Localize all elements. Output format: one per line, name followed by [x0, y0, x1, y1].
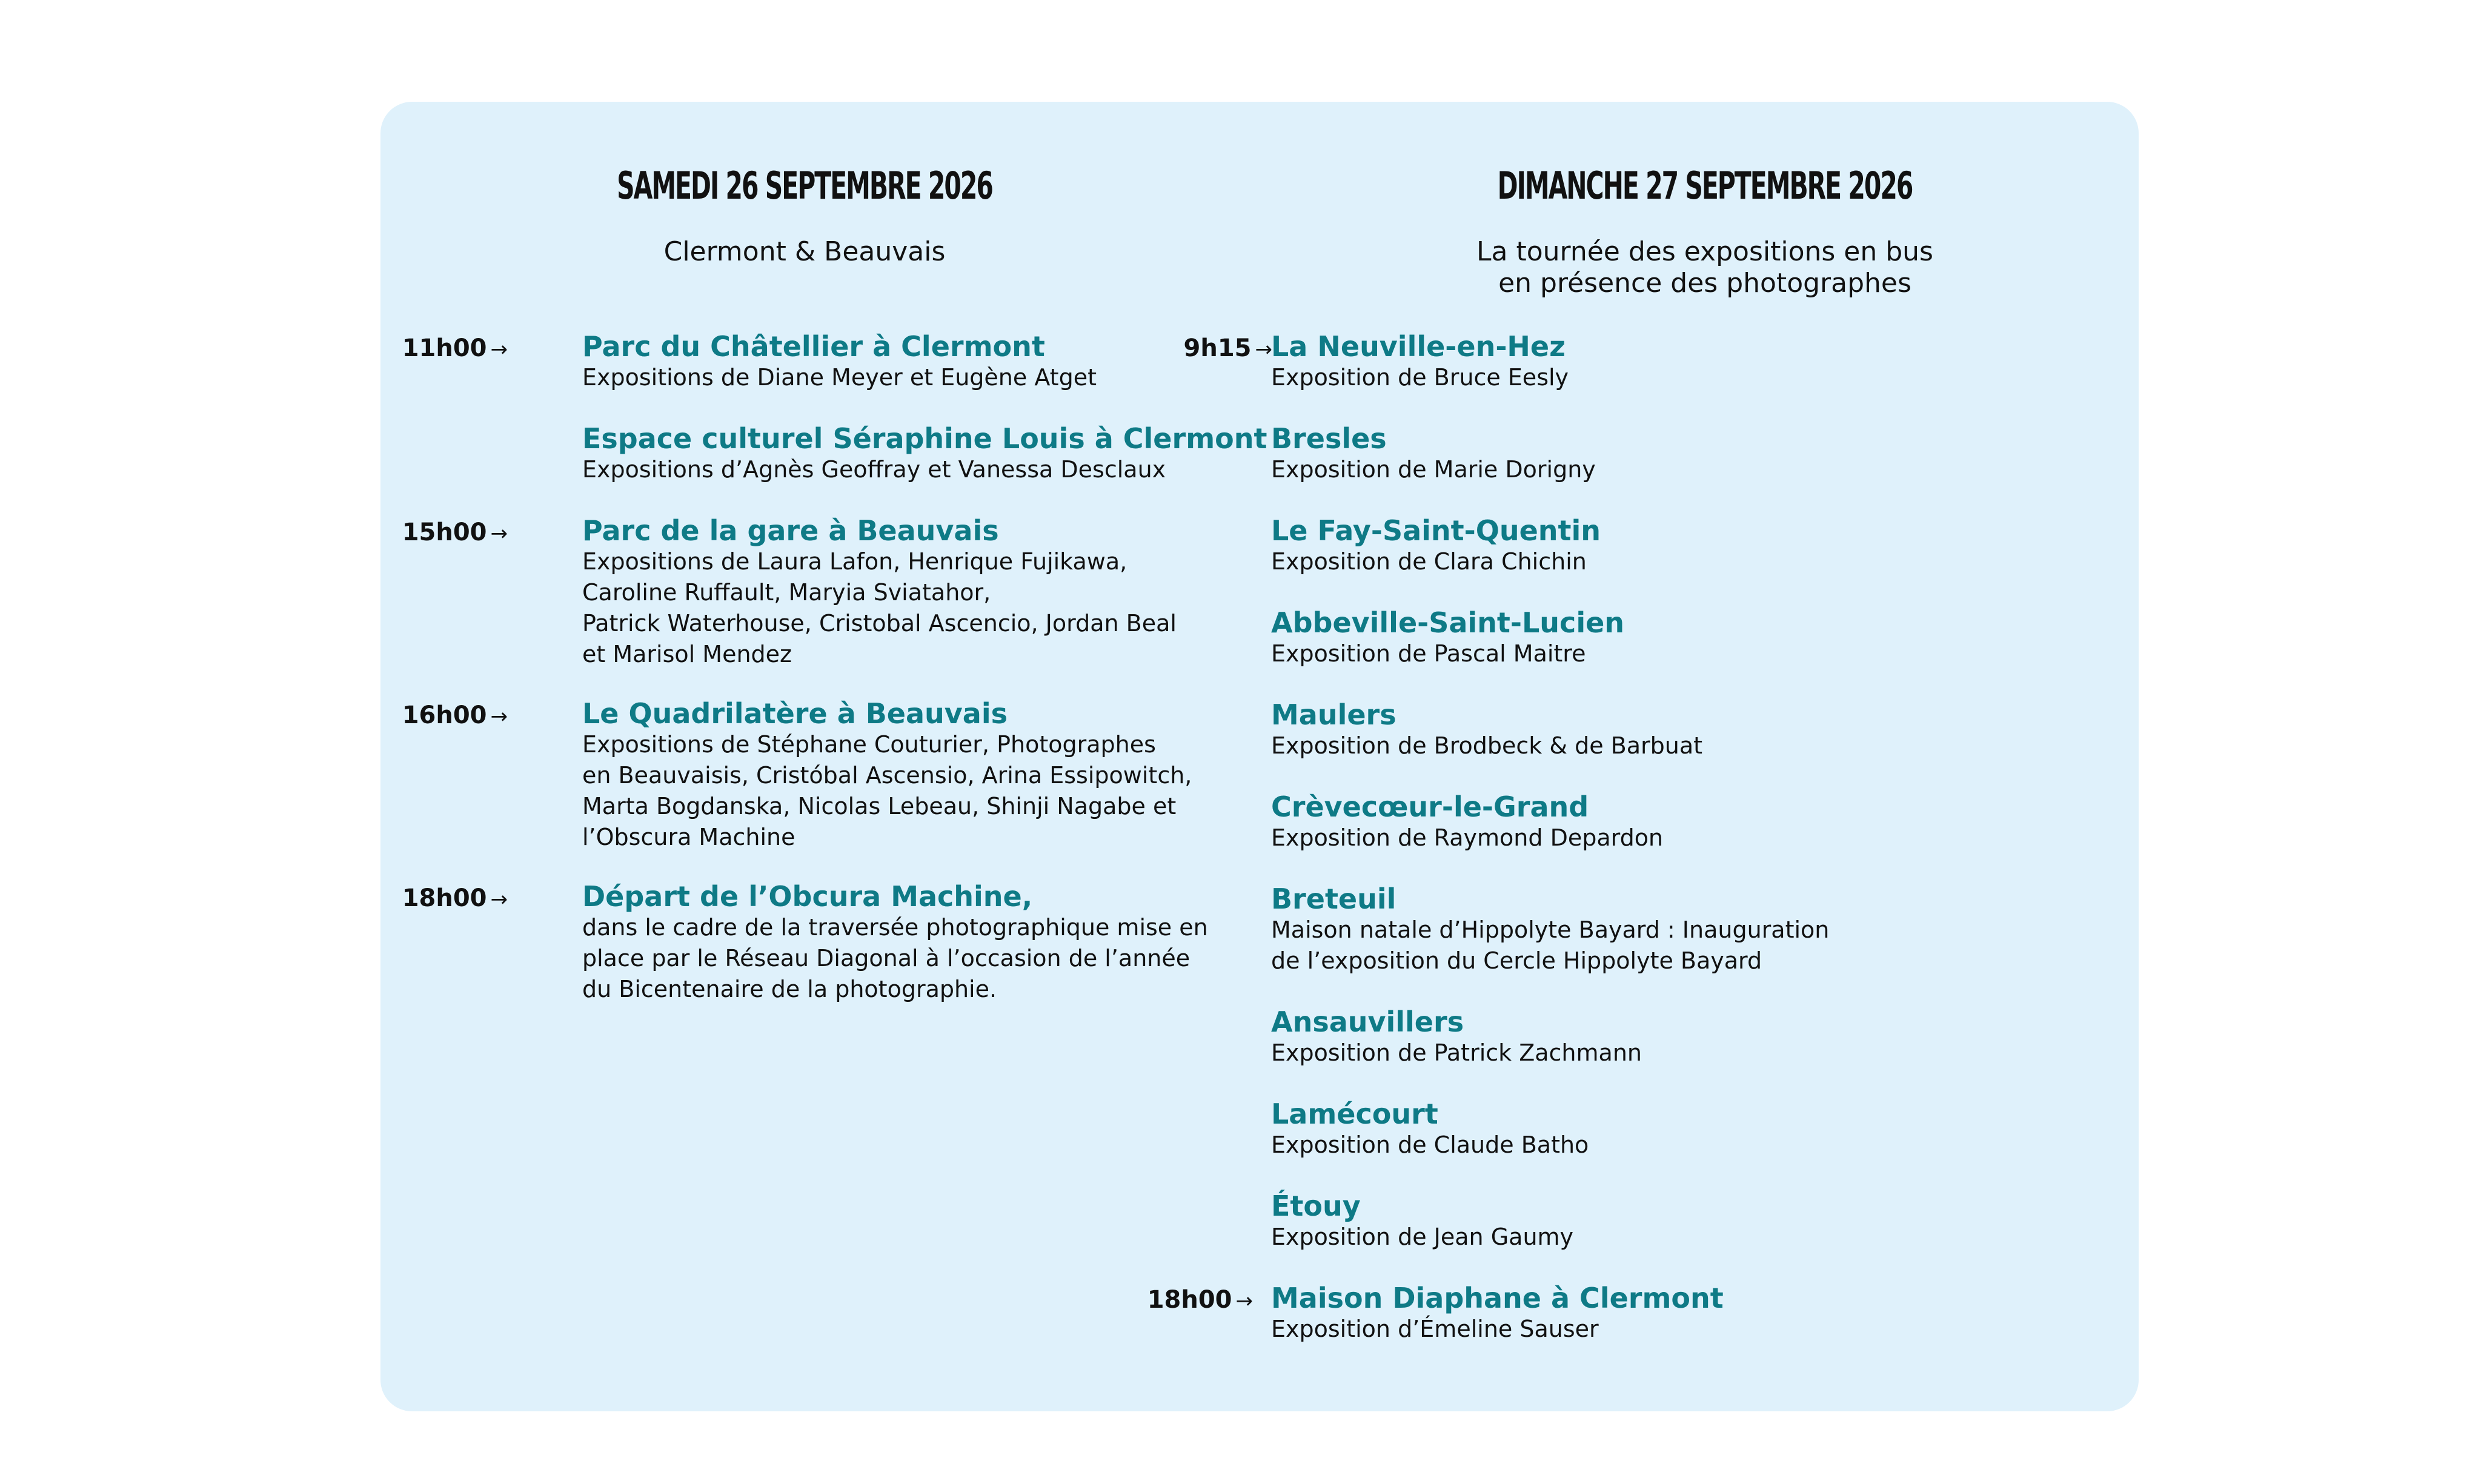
description-line: Patrick Waterhouse, Cristobal Ascencio, Jordan Beal [582, 610, 1177, 637]
description-line: place par le Réseau Diagonal à l’occasion de l’année [582, 945, 1191, 972]
venue-name: Bresles [1271, 422, 1387, 455]
venue-name: Maulers [1271, 698, 1396, 731]
entry-body [582, 881, 1229, 1005]
description-line: Exposition de Patrick Zachmann [1271, 1039, 1642, 1066]
entry-body [1271, 791, 2139, 853]
description-line: Exposition de Raymond Depardon [1271, 824, 1664, 851]
arrow-right-icon: → [1235, 1289, 1253, 1313]
description-line: Expositions de Diane Meyer et Eugène Atget [582, 364, 1097, 391]
description-line: Exposition de Brodbeck & de Barbuat [1271, 732, 1703, 759]
arrow-right-icon: → [490, 337, 508, 362]
venue-description [1271, 1130, 2139, 1161]
entry-body [1271, 1190, 2139, 1253]
venue-description [1271, 1222, 2139, 1253]
venue-description [582, 362, 1229, 393]
description-line: Exposition de Bruce Eesly [1271, 364, 1569, 391]
venue-name: Espace culturel Séraphine Louis à Clermont [582, 422, 1267, 455]
venue-name: Parc du Châtellier à Clermont [582, 330, 1045, 363]
entry-time [380, 701, 508, 729]
description-line: Expositions d’Agnès Geoffray et Vanessa Desclaux [582, 456, 1166, 483]
description-line: Expositions de Laura Lafon, Henrique Fujikawa, [582, 548, 1127, 575]
entry-time [1126, 1286, 1253, 1314]
venue-description [1271, 915, 2139, 976]
venue-name: Breteuil [1271, 883, 1396, 915]
description-line: de l’exposition du Cercle Hippolyte Bayard [1271, 947, 1762, 974]
description-line: Maison natale d’Hippolyte Bayard : Inauguration [1271, 916, 1830, 943]
venue-description [1271, 823, 2139, 853]
venue-description [1271, 546, 2139, 577]
venue-name: Étouy [1271, 1190, 1361, 1222]
venue-name: Ansauvillers [1271, 1005, 1464, 1038]
arrow-right-icon: → [1255, 337, 1272, 362]
venue-name: La Neuville-en-Hez [1271, 330, 1566, 363]
venue-description [1271, 638, 2139, 669]
entry-body [1271, 423, 2139, 485]
description-line: Caroline Ruffault, Maryia Sviatahor, [582, 579, 991, 606]
entry-body [582, 422, 1267, 485]
entry-body [582, 515, 1229, 670]
venue-name: Départ de l’Obcura Machine, [582, 880, 1033, 913]
time-label: 9h15 [1183, 334, 1252, 362]
sunday-title: DIMANCHE 27 SEPTEMBRE 2026 [1497, 164, 1913, 208]
description-line: Expositions de Stéphane Couturier, Photographes [582, 731, 1156, 758]
saturday-title: SAMEDI 26 SEPTEMBRE 2026 [617, 164, 992, 208]
entry-body [1271, 1006, 2139, 1068]
venue-description [582, 912, 1229, 1005]
venue-name: Parc de la gare à Beauvais [582, 514, 999, 547]
entry-body [1271, 331, 2139, 393]
sunday-subtitle [1271, 236, 2139, 299]
program-panel [380, 102, 2139, 1411]
description-line: Exposition de Jean Gaumy [1271, 1224, 1574, 1250]
entry-body [1271, 699, 2139, 761]
entry-time [380, 518, 508, 546]
entry-time [1145, 334, 1272, 362]
venue-name: Crèvecœur-le-Grand [1271, 790, 1589, 823]
venue-name: Lamécourt [1271, 1098, 1438, 1130]
description-line: Exposition de Claude Batho [1271, 1131, 1589, 1158]
entry-body [1271, 1098, 2139, 1161]
entry-body [1271, 515, 2139, 577]
description-line: du Bicentenaire de la photographie. [582, 976, 997, 1002]
sunday-subtitle-line: en présence des photographes [1498, 268, 1911, 299]
time-label: 18h00 [402, 884, 487, 912]
venue-name: Le Quadrilatère à Beauvais [582, 697, 1008, 730]
venue-description [1271, 454, 2139, 485]
description-line: et Marisol Mendez [582, 641, 792, 667]
time-label: 18h00 [1147, 1286, 1232, 1314]
venue-description [582, 546, 1229, 670]
venue-description [1271, 362, 2139, 393]
entry-time [380, 884, 508, 912]
entry-body [582, 331, 1229, 393]
venue-name: Le Fay-Saint-Quentin [1271, 514, 1601, 547]
venue-description [1271, 730, 2139, 761]
arrow-right-icon: → [490, 887, 508, 912]
entry-body [1271, 883, 2139, 976]
description-line: Exposition d’Émeline Sauser [1271, 1316, 1599, 1342]
venue-description [582, 454, 1229, 485]
description-line: l’Obscura Machine [582, 824, 795, 850]
arrow-right-icon: → [490, 522, 508, 546]
description-line: Marta Bogdanska, Nicolas Lebeau, Shinji Nagabe et [582, 793, 1177, 820]
description-line: en Beauvaisis, Cristóbal Ascensio, Arina Essipowitch, [582, 762, 1192, 789]
entry-body [1271, 607, 2139, 669]
description-line: Exposition de Clara Chichin [1271, 548, 1587, 575]
venue-description [1271, 1038, 2139, 1068]
entry-body [582, 698, 1229, 853]
venue-name: Abbeville-Saint-Lucien [1271, 606, 1625, 639]
description-line: Exposition de Marie Dorigny [1271, 456, 1596, 483]
sunday-subtitle-line: La tournée des expositions en bus [1476, 236, 1933, 267]
description-line: Exposition de Pascal Maitre [1271, 640, 1586, 667]
time-label: 15h00 [402, 518, 487, 546]
arrow-right-icon: → [490, 704, 508, 729]
entry-time [380, 334, 508, 362]
description-line: dans le cadre de la traversée photographique mise en [582, 914, 1208, 941]
saturday-subtitle-line: Clermont & Beauvais [663, 236, 946, 267]
time-label: 11h00 [402, 334, 487, 362]
venue-description [1271, 1314, 2139, 1345]
venue-name: Maison Diaphane à Clermont [1271, 1282, 1724, 1314]
venue-description [582, 729, 1229, 853]
entry-body [1271, 1282, 2139, 1345]
saturday-subtitle [380, 236, 1229, 268]
time-label: 16h00 [402, 701, 487, 729]
